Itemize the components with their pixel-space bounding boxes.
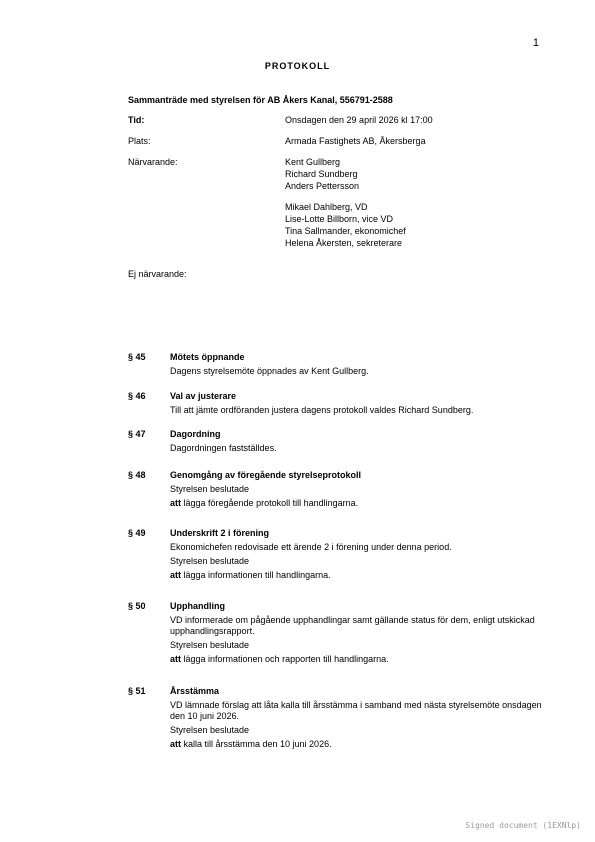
decision-text: lägga informationen till handlingarna.: [181, 570, 331, 580]
section-number: § 46: [128, 391, 146, 401]
section-number: § 48: [128, 470, 146, 480]
att-keyword: att: [170, 570, 181, 580]
section-51: [170, 686, 550, 753]
section-47: [170, 429, 550, 457]
section-text: Styrelsen beslutade: [170, 556, 250, 566]
decision-line: [170, 654, 550, 665]
signed-document-footer: Signed document (1EXNlp): [465, 821, 581, 830]
section-text: Ekonomichefen redovisade ett ärende 2 i förening under denna period.: [170, 542, 452, 552]
member-name: Anders Pettersson: [285, 181, 360, 191]
section-46: [170, 391, 550, 419]
section-text: Dagens styrelsemöte öppnades av Kent Gullberg.: [170, 366, 369, 376]
section-45: [170, 352, 550, 380]
staff-name: Tina Sallmander, ekonomichef: [285, 226, 406, 236]
section-title: Mötets öppnande: [170, 352, 245, 362]
section-number: § 49: [128, 528, 146, 538]
section-text: Styrelsen beslutade: [170, 640, 250, 650]
meeting-subtitle: Sammanträde med styrelsen för AB Åkers Kanal, 556791-2588: [128, 95, 393, 105]
page-number: 1: [532, 37, 539, 49]
decision-text: lägga informationen och rapporten till handlingarna.: [181, 654, 389, 664]
section-number: § 45: [128, 352, 146, 362]
member-name: Richard Sundberg: [285, 169, 358, 179]
decision-text: lägga föregående protokoll till handlingarna.: [181, 498, 359, 508]
document-title: PROTOKOLL: [264, 61, 331, 71]
section-title: Upphandling: [170, 601, 225, 611]
present-staff: [285, 201, 406, 249]
section-title: Årsstämma: [170, 686, 220, 696]
decision-line: [170, 739, 550, 750]
time-value: Onsdagen den 29 april 2026 kl 17:00: [285, 115, 433, 125]
section-text: VD lämnade förslag att låta kalla till årsstämma i samband med nästa styrelsemöte onsdagen den 10 juni 2026.: [170, 700, 542, 721]
section-text: Till att jämte ordföranden justera dagens protokoll valdes Richard Sundberg.: [170, 405, 474, 415]
section-title: Genomgång av föregående styrelseprotokoll: [170, 470, 362, 480]
place-value: Armada Fastighets AB, Åkersberga: [285, 136, 426, 146]
member-name: Kent Gullberg: [285, 157, 341, 167]
section-49: [170, 528, 550, 584]
section-number: § 51: [128, 686, 146, 696]
section-text: Styrelsen beslutade: [170, 725, 250, 735]
section-title: Dagordning: [170, 429, 221, 439]
decision-text: kalla till årsstämma den 10 juni 2026.: [181, 739, 332, 749]
section-text: VD informerade om pågående upphandlingar samt gällande status för dem, enligt utskickad upphandlingsrapport.: [170, 615, 535, 636]
decision-line: [170, 570, 550, 581]
staff-name: Mikael Dahlberg, VD: [285, 202, 368, 212]
att-keyword: att: [170, 498, 181, 508]
att-keyword: att: [170, 654, 181, 664]
att-keyword: att: [170, 739, 181, 749]
place-label: Plats:: [128, 136, 151, 146]
time-label: Tid:: [128, 115, 145, 125]
section-text: Styrelsen beslutade: [170, 484, 250, 494]
section-title: Val av justerare: [170, 391, 237, 401]
present-members: [285, 156, 359, 192]
section-50: [170, 601, 550, 668]
present-label: Närvarande:: [128, 157, 178, 167]
section-number: § 47: [128, 429, 146, 439]
staff-name: Helena Åkersten, sekreterare: [285, 238, 403, 248]
section-number: § 50: [128, 601, 146, 611]
staff-name: Lise-Lotte Billborn, vice VD: [285, 214, 394, 224]
section-48: [170, 470, 550, 512]
section-text: Dagordningen fastställdes.: [170, 443, 277, 453]
decision-line: [170, 498, 550, 509]
section-title: Underskrift 2 i förening: [170, 528, 270, 538]
absent-label: Ej närvarande:: [128, 269, 187, 279]
